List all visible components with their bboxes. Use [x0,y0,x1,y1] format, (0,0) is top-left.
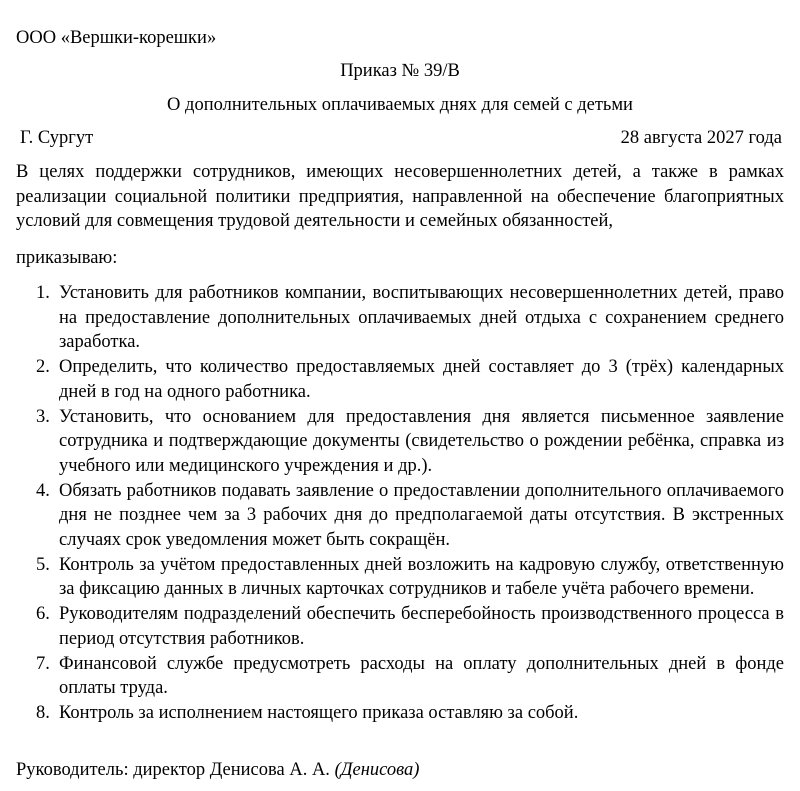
item-number: 5. [36,554,50,575]
item-text: Контроль за исполнением настоящего приказа оставляю за собой. [59,703,579,723]
signature-label: Руководитель: директор Денисова А. А. [16,760,330,780]
item-number: 4. [36,480,50,501]
signature: (Денисова) [334,760,420,780]
order-preamble: В целях поддержки сотрудников, имеющих несовершеннолетних детей, а также в рамках реализации социальной политики предприятия, направленной на обеспечение благоприятных условий для совмещения трудовой деятельности и семейных обязанностей, [16,162,784,231]
list-item [0,701,800,726]
order-subtitle: О дополнительных оплачиваемых днях для семей с детьми [167,95,633,115]
item-text: Установить, что основанием для предоставления дня является письменное заявление сотрудника и подтверждающие документы (свидетельство о рождении ребёнка, справка из учебного или медицинского учреждения и др.). [59,406,784,476]
item-number: 3. [36,406,50,427]
order-city: Г. Сургут [20,128,94,148]
item-text: Финансовой службе предусмотреть расходы на оплату дополнительных дней в фонде оплаты труда. [59,653,784,698]
list-item [0,553,800,602]
item-number: 8. [36,703,50,723]
item-number: 7. [36,653,50,674]
item-number: 1. [36,283,50,303]
list-item [0,602,800,651]
item-text: Установить для работников компании, воспитывающих несовершеннолетних детей, право на предоставление дополнительных оплачиваемых дней отдыха с сохранением среднего заработка. [59,283,784,352]
list-item [0,281,800,355]
item-text: Руководителям подразделений обеспечить бесперебойность производственного процесса в период отсутствия работников. [59,604,784,649]
order-items-list [0,281,800,726]
list-item [0,405,800,479]
item-text: Контроль за учётом предоставленных дней возложить на кадровую службу, ответственную за фиксацию данных в личных карточках сотрудников и табеле учёта рабочего времени. [59,554,784,599]
order-word: приказываю: [16,248,118,268]
signature-line [16,758,419,782]
order-date: 28 августа 2027 года [620,128,782,148]
list-item [0,355,800,404]
item-number: 6. [36,604,50,624]
list-item [0,652,800,701]
organization-name: ООО «Вершки-корешки» [16,28,217,48]
item-text: Обязать работников подавать заявление о предоставлении дополнительного оплачиваемого дня не позднее чем за 3 рабочих дня до предполагаемой даты отсутствия. В экстренных случаях срок уведомления может быть сокращён. [59,480,784,550]
item-number: 2. [36,357,50,377]
item-text: Определить, что количество предоставляемых дней составляет до 3 (трёх) календарных дней в год на одного работника. [59,357,784,402]
order-title: Приказ № 39/В [340,61,460,81]
list-item [0,479,800,553]
